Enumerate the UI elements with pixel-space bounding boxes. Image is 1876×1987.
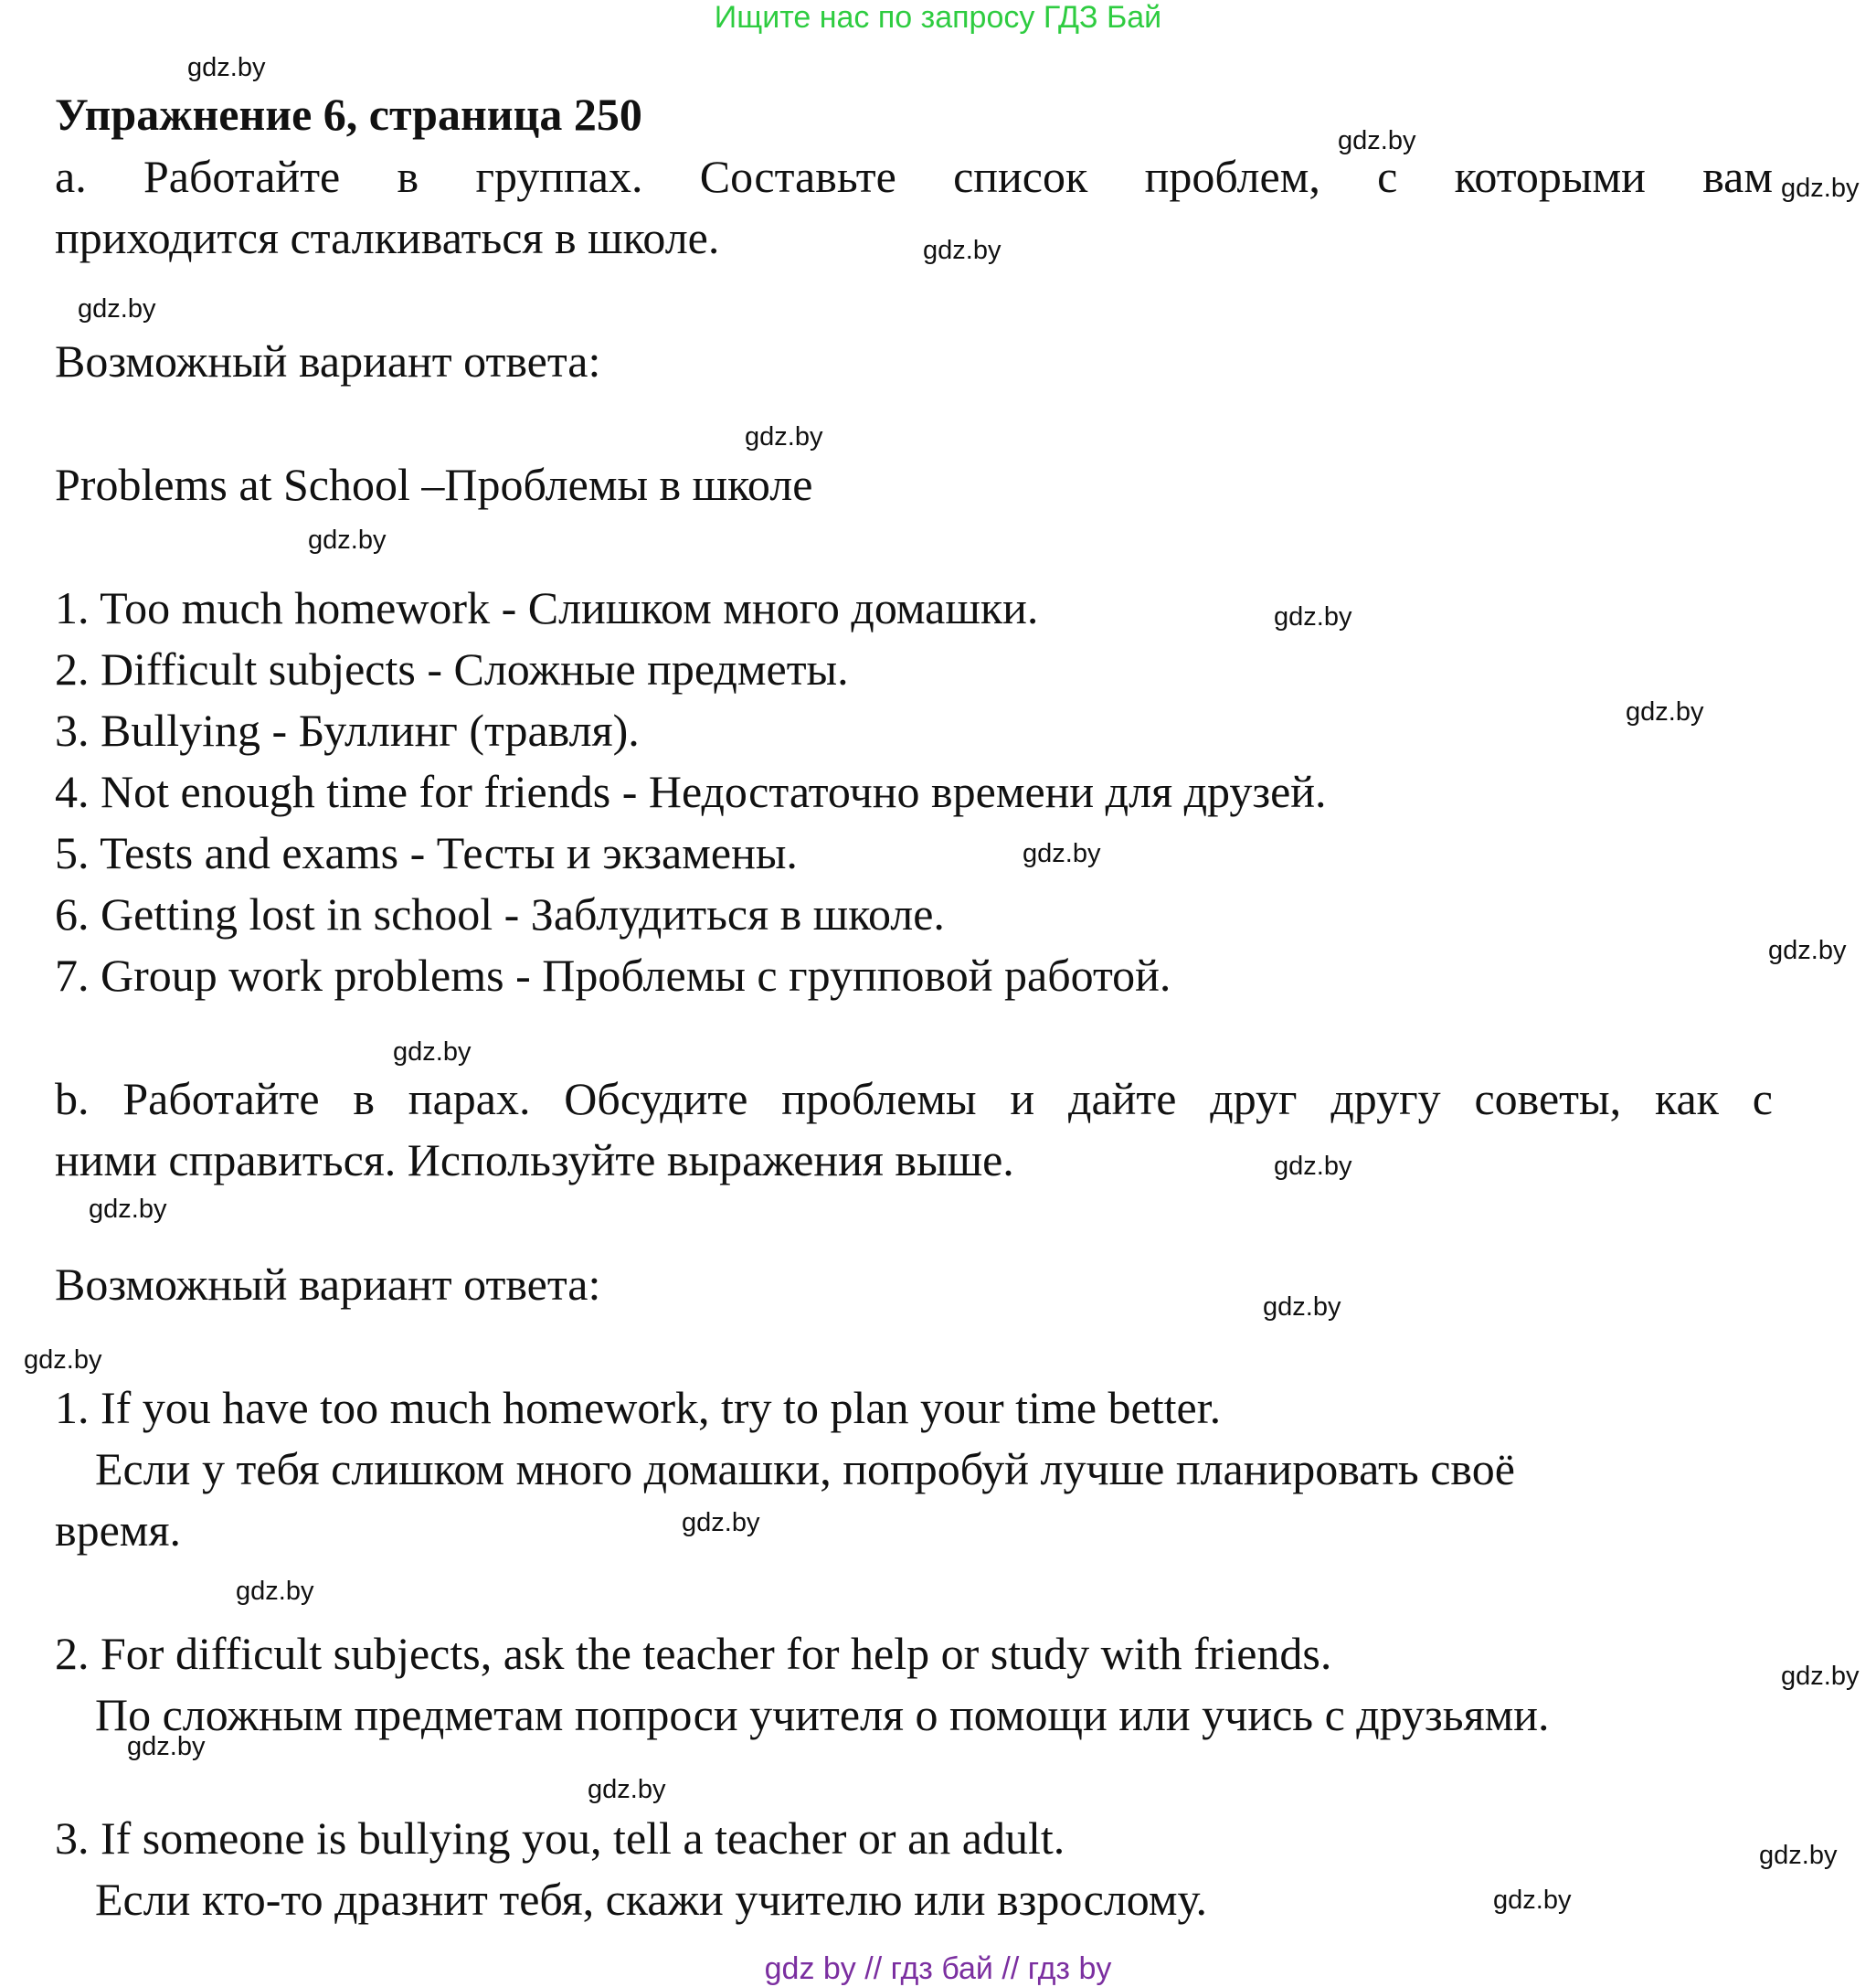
watermark: gdz.by — [1759, 1841, 1838, 1870]
advice-ru: По сложным предметам попроси учителя о помощи или учись с друзьями. — [95, 1689, 1550, 1740]
advice-en: 3. If someone is bullying you, tell a teacher or an adult. — [55, 1812, 1065, 1864]
watermark: gdz.by — [1263, 1292, 1341, 1322]
advice-en: 1. If you have too much homework, try to plan your time better. — [55, 1382, 1222, 1433]
watermark: gdz.by — [745, 422, 823, 452]
watermark: gdz.by — [1768, 936, 1847, 965]
watermark: gdz.by — [78, 294, 156, 324]
problem-item: 3. Bullying - Буллинг (травля). — [55, 705, 640, 756]
problem-item: 1. Too much homework - Слишком много домашки. — [55, 582, 1039, 633]
watermark: gdz.by — [1781, 174, 1860, 203]
problem-item: 2. Difficult subjects - Сложные предметы. — [55, 643, 849, 695]
advice-ru: Если кто-то дразнит тебя, скажи учителю или взрослому. — [95, 1874, 1207, 1925]
list-heading: Problems at School –Проблемы в школе — [55, 459, 813, 510]
advice-ru-continued: время. — [55, 1504, 181, 1556]
task-a-line-2: приходится сталкиваться в школе. — [55, 212, 720, 263]
task-a-line-1: a. Работайте в группах. Составьте список проблем, с которыми вам — [55, 151, 1773, 202]
watermark: gdz.by — [923, 236, 1002, 265]
problem-item: 4. Not enough time for friends - Недостаточно времени для друзей. — [55, 766, 1327, 817]
watermark: gdz.by — [1274, 1152, 1352, 1181]
watermark: gdz.by — [393, 1037, 472, 1067]
task-b-line-1: b. Работайте в парах. Обсудите проблемы и дайте друг другу советы, как с — [55, 1073, 1773, 1124]
watermark: gdz.by — [1338, 126, 1416, 155]
advice-en: 2. For difficult subjects, ask the teacher for help or study with friends. — [55, 1628, 1332, 1679]
problem-item: 7. Group work problems - Проблемы с групповой работой. — [55, 950, 1171, 1001]
watermark: gdz.by — [588, 1775, 666, 1804]
advice-ru: Если у тебя слишком много домашки, попробуй лучше планировать своё — [95, 1443, 1515, 1494]
problem-item: 6. Getting lost in school - Заблудиться в школе. — [55, 888, 945, 940]
watermark: gdz.by — [236, 1577, 314, 1606]
search-banner-link[interactable]: Ищите нас по запросу ГДЗ Бай — [714, 0, 1162, 35]
watermark: gdz.by — [89, 1195, 167, 1224]
watermark: gdz.by — [127, 1732, 206, 1761]
watermark: gdz.by — [1023, 839, 1101, 868]
watermark: gdz.by — [682, 1508, 760, 1537]
task-b-line-2: ними справиться. Используйте выражения выше. — [55, 1134, 1014, 1185]
watermark: gdz.by — [308, 526, 387, 555]
watermark: gdz.by — [1274, 602, 1352, 632]
watermark: gdz.by — [1493, 1886, 1572, 1915]
answer-label-a: Возможный вариант ответа: — [55, 335, 601, 387]
watermark: gdz.by — [24, 1345, 102, 1375]
answer-label-b: Возможный вариант ответа: — [55, 1259, 601, 1310]
watermark: gdz.by — [1626, 697, 1704, 727]
exercise-title: Упражнение 6, страница 250 — [55, 89, 642, 140]
problem-item: 5. Tests and exams - Тесты и экзамены. — [55, 827, 798, 878]
watermark: gdz.by — [1781, 1662, 1860, 1691]
watermark: gdz.by — [187, 53, 266, 82]
footer-links[interactable]: gdz by // гдз бай // гдз by — [764, 1951, 1112, 1986]
